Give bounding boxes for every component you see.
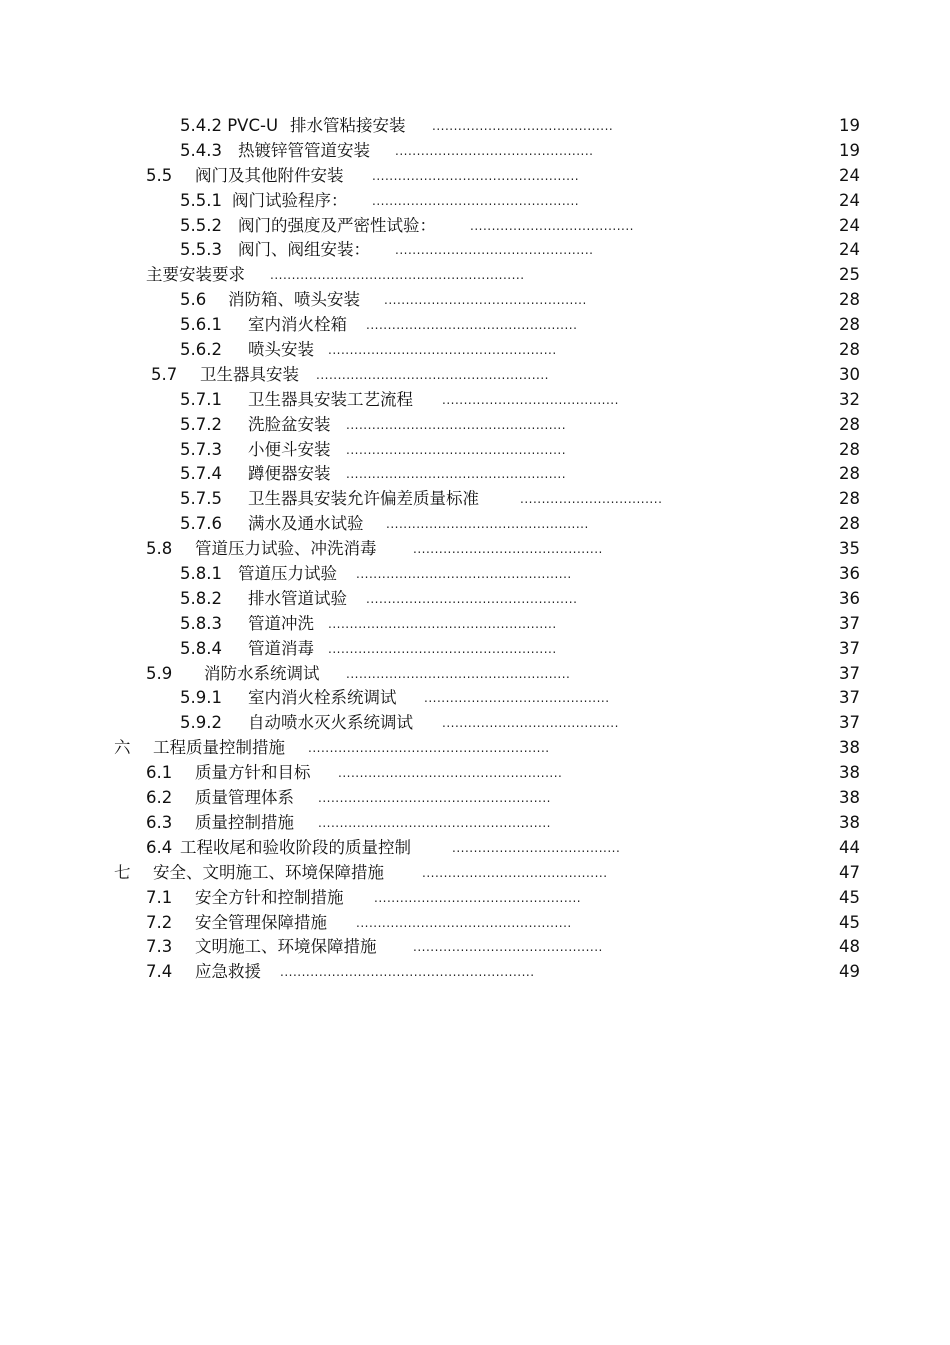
toc-entry-leader-dots: ...................................................... <box>318 815 551 830</box>
toc-entry-title: 卫生器具安装 <box>200 364 299 384</box>
toc-entry[interactable] <box>0 711 950 736</box>
toc-entry[interactable] <box>0 836 950 861</box>
toc-entry[interactable] <box>0 512 950 537</box>
toc-entry-number: 5.9.2 <box>180 713 222 733</box>
toc-entry-page-number: 48 <box>839 937 860 957</box>
toc-entry-number: 5.5 <box>146 165 173 185</box>
toc-entry-title: 安全、文明施工、环境保障措施 <box>153 862 384 882</box>
toc-entry[interactable] <box>0 786 950 811</box>
toc-entry[interactable] <box>0 637 950 662</box>
toc-entry-leader-dots: ..................................................... <box>328 616 557 631</box>
toc-entry-number: 5.7.5 <box>180 489 222 509</box>
toc-entry-leader-dots: ........................................... <box>422 865 608 880</box>
toc-entry-number: 七 <box>114 862 131 882</box>
toc-entry-title: 满水及通水试验 <box>248 514 364 534</box>
toc-entry[interactable] <box>0 388 950 413</box>
toc-entry-number: 5.8.4 <box>180 638 222 658</box>
toc-entry-title: 阀门、阀组安装： <box>238 240 370 260</box>
toc-entry-leader-dots: ................................................... <box>346 417 567 432</box>
toc-entry-title: 卫生器具安装工艺流程 <box>248 389 413 409</box>
toc-entry-leader-dots: ........................................... <box>424 691 610 706</box>
toc-entry-leader-dots: ................................. <box>520 492 663 507</box>
toc-entry-leader-dots: ......................................... <box>442 716 619 731</box>
toc-entry[interactable] <box>0 736 950 761</box>
toc-entry[interactable] <box>0 861 950 886</box>
toc-entry-number: 6.1 <box>146 763 173 783</box>
toc-entry-page-number: 37 <box>839 663 860 683</box>
toc-entry[interactable] <box>0 462 950 487</box>
toc-entry-title: 消防箱、喷头安装 <box>228 290 360 310</box>
toc-entry-title: 管道压力试验 <box>238 564 337 584</box>
toc-entry-title: 管道冲洗 <box>248 613 314 633</box>
toc-entry-page-number: 32 <box>839 389 860 409</box>
toc-entry[interactable] <box>0 587 950 612</box>
toc-entry-title: 安全管理保障措施 <box>195 912 327 932</box>
toc-entry-title: 工程质量控制措施 <box>153 738 285 758</box>
toc-entry-title: 主要安装要求 <box>146 265 245 285</box>
toc-entry-title: 质量管理体系 <box>195 788 294 808</box>
toc-entry[interactable] <box>0 313 950 338</box>
toc-entry-title: 小便斗安装 <box>248 439 331 459</box>
toc-entry-page-number: 28 <box>839 514 860 534</box>
toc-entry-number: 5.5.1 <box>180 190 222 210</box>
toc-entry[interactable] <box>0 189 950 214</box>
toc-entry-number: 5.5.3 <box>180 240 222 260</box>
toc-entry-title: 室内消火栓箱 <box>248 315 347 335</box>
toc-entry-page-number: 28 <box>839 315 860 335</box>
toc-entry-number: 5.8.1 <box>180 564 222 584</box>
toc-entry-leader-dots: ......................................... <box>442 392 619 407</box>
toc-entry-title: 文明施工、环境保障措施 <box>195 937 377 957</box>
toc-entry-page-number: 36 <box>839 564 860 584</box>
toc-entry-number: 6.4 <box>146 837 173 857</box>
toc-entry-page-number: 24 <box>839 240 860 260</box>
toc-entry-page-number: 19 <box>839 140 860 160</box>
toc-entry-number: 六 <box>114 738 131 758</box>
toc-entry-leader-dots: ............................................... <box>384 293 587 308</box>
toc-entry[interactable] <box>0 164 950 189</box>
toc-entry-number: 5.7.1 <box>180 389 222 409</box>
toc-entry-title: 消防水系统调试 <box>204 663 320 683</box>
toc-entry[interactable] <box>0 338 950 363</box>
toc-entry[interactable] <box>0 438 950 463</box>
toc-entry[interactable] <box>0 662 950 687</box>
toc-entry-page-number: 24 <box>839 190 860 210</box>
toc-entry-leader-dots: ................................................ <box>372 168 580 183</box>
toc-entry-number: 7.2 <box>146 912 173 932</box>
toc-entry-page-number: 47 <box>839 862 860 882</box>
toc-entry[interactable] <box>0 562 950 587</box>
toc-entry-page-number: 45 <box>839 912 860 932</box>
toc-entry-number: 5.4.2 PVC-U <box>180 116 279 135</box>
toc-entry-title: 卫生器具安装允许偏差质量标准 <box>248 489 479 509</box>
toc-entry-page-number: 28 <box>839 290 860 310</box>
toc-entry-leader-dots: ........................................................... <box>270 268 525 283</box>
toc-entry[interactable] <box>0 886 950 911</box>
toc-entry-title: 安全方针和控制措施 <box>195 887 344 907</box>
toc-entry-number: 5.7.6 <box>180 514 222 534</box>
toc-entry-title: 管道压力试验、冲洗消毒 <box>195 539 377 559</box>
toc-entry-title: 阀门及其他附件安装 <box>195 165 344 185</box>
toc-entry-title: 洗脸盆安装 <box>248 414 331 434</box>
toc-entry[interactable] <box>0 288 950 313</box>
toc-entry-leader-dots: ................................................. <box>366 318 578 333</box>
toc-entry-title: 室内消火栓系统调试 <box>248 688 397 708</box>
toc-entry-number: 5.6.2 <box>180 340 222 360</box>
toc-entry[interactable] <box>0 612 950 637</box>
toc-entry-leader-dots: ................................................. <box>366 591 578 606</box>
toc-entry-page-number: 25 <box>839 265 860 285</box>
toc-entry-page-number: 38 <box>839 812 860 832</box>
toc-entry-title: 自动喷水灭火系统调试 <box>248 713 413 733</box>
toc-entry-leader-dots: ................................................... <box>346 467 567 482</box>
toc-entry-number: 5.9.1 <box>180 688 222 708</box>
toc-entry-number: 5.4.3 <box>180 140 222 160</box>
toc-entry-leader-dots: ..................................................... <box>328 343 557 358</box>
toc-entry-page-number: 24 <box>839 215 860 235</box>
toc-entry[interactable] <box>0 214 950 239</box>
toc-entry[interactable] <box>0 911 950 936</box>
toc-entry-page-number: 28 <box>839 414 860 434</box>
toc-entry-page-number: 45 <box>839 887 860 907</box>
toc-entry[interactable] <box>0 363 950 388</box>
toc-entry[interactable] <box>0 537 950 562</box>
toc-entry-number: 5.6 <box>180 290 207 310</box>
toc-entry-page-number: 37 <box>839 713 860 733</box>
toc-entry-leader-dots: .................................................. <box>356 567 572 582</box>
toc-entry-number: 6.3 <box>146 812 173 832</box>
toc-entry-page-number: 28 <box>839 464 860 484</box>
toc-entry-number: 5.7.4 <box>180 464 222 484</box>
toc-entry[interactable] <box>0 960 950 985</box>
toc-entry[interactable] <box>0 139 950 164</box>
toc-entry-leader-dots: ................................................ <box>372 193 580 208</box>
toc-entry-title: 阀门试验程序： <box>232 190 348 210</box>
toc-entry-leader-dots: ...................................................... <box>318 791 551 806</box>
toc-entry-page-number: 49 <box>839 962 860 982</box>
toc-entry-page-number: 30 <box>839 364 860 384</box>
toc-entry[interactable] <box>0 114 950 139</box>
toc-entry-number: 6.2 <box>146 788 173 808</box>
table-of-contents <box>0 114 950 985</box>
toc-entry-page-number: 19 <box>839 116 860 135</box>
toc-entry-leader-dots: ............................................ <box>413 542 603 557</box>
toc-entry-page-number: 37 <box>839 688 860 708</box>
toc-entry-leader-dots: ...................................................... <box>316 367 549 382</box>
toc-entry-number: 5.8.3 <box>180 613 222 633</box>
toc-entry-page-number: 28 <box>839 439 860 459</box>
toc-entry-number: 7.4 <box>146 962 173 982</box>
toc-entry-page-number: 35 <box>839 539 860 559</box>
toc-entry-page-number: 37 <box>839 613 860 633</box>
toc-entry-number: 7.3 <box>146 937 173 957</box>
toc-entry-number: 5.5.2 <box>180 215 222 235</box>
toc-entry-number: 5.7 <box>151 364 178 384</box>
toc-entry-leader-dots: ....................................... <box>452 840 621 855</box>
toc-entry-leader-dots: ..................................................... <box>328 641 557 656</box>
toc-entry[interactable] <box>0 811 950 836</box>
toc-entry-number: 5.9 <box>146 663 173 683</box>
toc-entry-title: 质量控制措施 <box>195 812 294 832</box>
toc-entry[interactable] <box>0 263 950 288</box>
toc-entry-leader-dots: ........................................................ <box>308 741 550 756</box>
toc-entry-page-number: 38 <box>839 763 860 783</box>
toc-entry-leader-dots: .............................................. <box>395 243 594 258</box>
toc-entry-leader-dots: ........................................................... <box>280 965 535 980</box>
toc-entry-title: 排水管粘接安装 <box>290 116 406 135</box>
toc-entry-page-number: 38 <box>839 738 860 758</box>
toc-entry-leader-dots: ............................................ <box>413 940 603 955</box>
toc-entry-number: 5.7.3 <box>180 439 222 459</box>
toc-entry-leader-dots: .................................................... <box>346 666 571 681</box>
toc-entry-page-number: 28 <box>839 489 860 509</box>
toc-entry-title: 应急救援 <box>195 962 261 982</box>
toc-entry-number: 7.1 <box>146 887 173 907</box>
toc-entry[interactable] <box>0 238 950 263</box>
toc-entry[interactable] <box>0 686 950 711</box>
toc-entry-page-number: 37 <box>839 638 860 658</box>
toc-entry-title: 喷头安装 <box>248 340 314 360</box>
toc-entry-leader-dots: .......................................... <box>432 119 614 133</box>
toc-entry-leader-dots: .................................................... <box>338 766 563 781</box>
toc-entry-number: 5.8 <box>146 539 173 559</box>
toc-entry-leader-dots: .................................................. <box>356 915 572 930</box>
toc-entry-title: 排水管道试验 <box>248 588 347 608</box>
toc-entry-title: 蹲便器安装 <box>248 464 331 484</box>
toc-entry[interactable] <box>0 935 950 960</box>
toc-entry[interactable] <box>0 487 950 512</box>
toc-entry-page-number: 28 <box>839 340 860 360</box>
toc-entry-number: 5.8.2 <box>180 588 222 608</box>
toc-entry-leader-dots: ................................................... <box>346 442 567 457</box>
toc-entry[interactable] <box>0 413 950 438</box>
toc-entry-number: 5.6.1 <box>180 315 222 335</box>
toc-entry-page-number: 24 <box>839 165 860 185</box>
toc-entry-title: 管道消毒 <box>248 638 314 658</box>
toc-entry-leader-dots: ............................................... <box>386 517 589 532</box>
toc-entry-title: 工程收尾和验收阶段的质量控制 <box>180 837 411 857</box>
toc-entry-leader-dots: .............................................. <box>395 143 594 158</box>
toc-entry-page-number: 38 <box>839 788 860 808</box>
toc-entry-title: 阀门的强度及严密性试验： <box>238 215 436 235</box>
toc-entry-page-number: 44 <box>839 837 860 857</box>
toc-entry-leader-dots: ................................................ <box>374 890 582 905</box>
toc-entry-leader-dots: ...................................... <box>470 218 634 233</box>
toc-entry-number: 5.7.2 <box>180 414 222 434</box>
toc-entry-title: 质量方针和目标 <box>195 763 311 783</box>
toc-entry-title: 热镀锌管管道安装 <box>238 140 370 160</box>
toc-entry-page-number: 36 <box>839 588 860 608</box>
toc-entry[interactable] <box>0 761 950 786</box>
